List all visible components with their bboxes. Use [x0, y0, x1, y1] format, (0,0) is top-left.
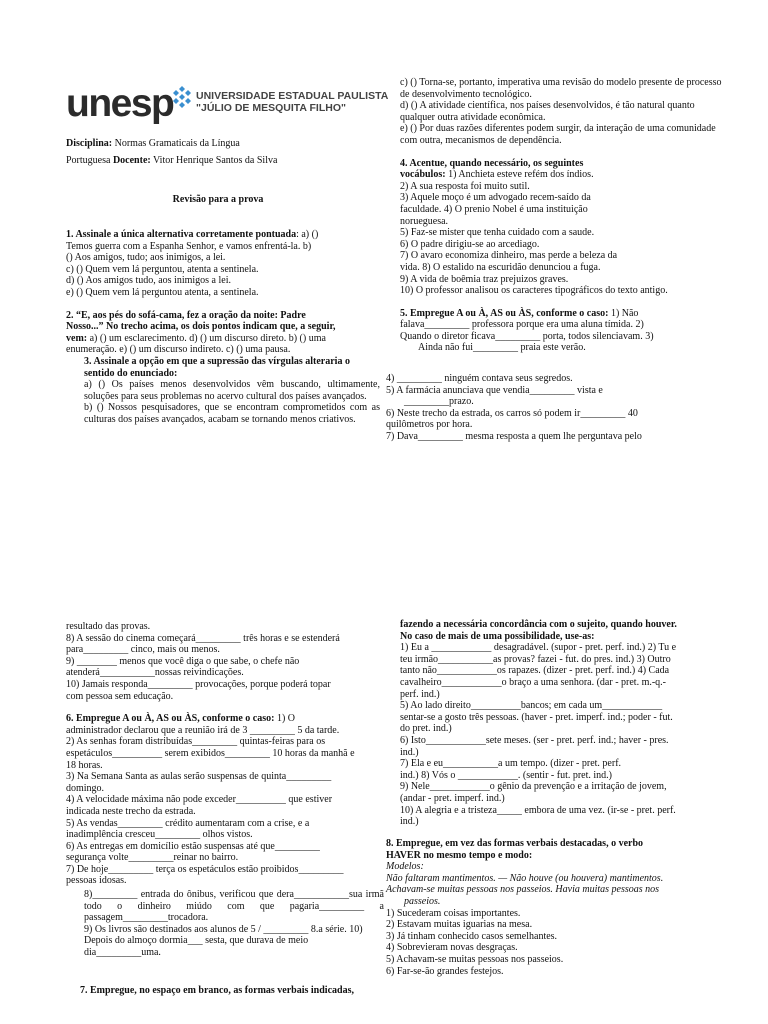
- question-3: 3. Assinale a opção em que a supressão das vírgulas alteraria o sentido do enunciado: a) () Os países menos desenvolvidos vêm buscando, ultimamente, soluções para seus problemas no acervo cultural dos países avançados. b) () Nossos pesquisadores, que se encontram comprometidos com as culturas dos países avançados, acabam se tornando menos criativos.: [84, 355, 380, 425]
- right-column-q5-cont: 4) _________ ninguém contava seus segredos. 5) A farmácia anunciava que vendia_________ vista e _________prazo. 6) Neste trecho da estrada, os carros só podem ir_________ 40 quilômetros por hora. 7) Dava_________ mesma resposta a quem lhe perguntava pelo: [386, 373, 642, 442]
- discipline-label: Disciplina:: [66, 138, 113, 149]
- course-info: [66, 138, 326, 167]
- question-5: 5. Empregue A ou À, AS ou ÀS, conforme o caso: 1) Não falava_________ professora porque era uma aluna tímida. 2) Quando o diretor ficava_________ porta, todos silenciavam. 3) Ainda não fui_________ praia este verão.: [400, 307, 654, 354]
- q3-option-a: a) () Os países menos desenvolvidos vêm buscando, ultimamente, soluções para seus problemas no acervo cultural dos países avançados.: [84, 379, 380, 402]
- university-line1: UNIVERSIDADE ESTADUAL PAULISTA: [196, 90, 389, 102]
- q3-option-c: c) () Torna-se, portanto, imperativa uma revisão do modelo presente de processo de desenvolvimento tecnológico.: [400, 77, 722, 100]
- discipline-value: Normas Gramaticais da Língua: [114, 138, 240, 149]
- q1-title: 1. Assinale a única alternativa corretamente pontuada: [66, 229, 297, 240]
- university-line2: "JÚLIO DE MESQUITA FILHO": [196, 102, 346, 114]
- discipline-continuation: Portuguesa: [66, 155, 111, 166]
- left-column-bottom: resultado das provas. 8) A sessão do cinema começará_________ três horas e se estenderá para_________ cinco, mais ou menos. 9) ________ menos que você diga o que sabe, o chefe não atenderá___________nossas reivindicações. 10) Jamais responda_________ provocações, porque poderá topar com pessoa sem educação. 6. Empregue A ou À, AS ou ÀS, conforme o caso: 1) O administrador declarou que a reunião irá de 3 _________ 5 da tarde. 2) As senhas foram distribuídas_________ quintas-feiras para os espetáculos__________ serem exibidos_________ 10 horas da manhã e 18 horas. 3) Na Semana Santa as aulas serão suspensas de quinta_________ domingo. 4) A velocidade máxima não pode exceder__________ que estiver indicada neste trecho da estrada. 5) As vendas_________ crédito aumentaram com a crise, e a inadimplência cresceu_________ olhos vistos. 6) As entregas em domicílio estão suspensas até que_________ segurança volte_________reinar no bairro. 7) De hoje_________ terça os espetáculos estão proibidos_________ pessoas idosas. 8)_________ entrada do ônibus, verificou que dera___________sua irmã todo o dinheiro miúdo com que pagaria_________ a passagem_________trocadora. 9) Os livros são destinados aos alunos de 5 / _________ 8.a série. 10) Depois do almoço dormia___ sesta, que durava de meio dia_________uma.: [66, 621, 384, 959]
- university-name: [196, 90, 388, 114]
- logo-wordmark: unesp: [66, 82, 174, 125]
- question-2: 2. “E, aos pés do sofá-cama, fez a oração da noite: Padre Nosso...” No trecho acima, os dois pontos indicam que, a seguir, vem: a) () um esclarecimento. d) () um discurso direto. b) () uma enumeração. e) () um discurso indireto. c) () uma pausa.: [66, 309, 336, 356]
- q6-item-9-10: 9) Os livros são destinados aos alunos de 5 / _________ 8.a série. 10) Depois do almoço dormia___ sesta, que durava de meio dia_________uma.: [84, 923, 363, 959]
- question-1: 1. Assinale a única alternativa corretamente pontuada: a) () Temos guerra com a Espanha Senhor, e vamos enfrentá-la. b) () Aos amigos, tudo; aos inimigos, a lei. c) () Quem vem lá perguntou, atenta a sentinela. d) () Aos amigos tudo, aos inimigos a lei. e) () Quem vem lá perguntou atenta, a sentinela.: [66, 229, 319, 298]
- q3-option-b: b) () Nossos pesquisadores, que se encontram comprometidos com as culturas dos países avançados, acabam se tornando menos criativos.: [84, 402, 380, 425]
- page-title: Revisão para a prova: [172, 194, 264, 205]
- q3-option-e: e) () Por duas razões diferentes podem surgir, da interação de uma comunidade com outra, mecanismos de dependência.: [400, 123, 716, 146]
- right-column-top: [400, 77, 728, 354]
- question-4: 4. Acentue, quando necessário, os seguintes vocábulos: 1) Anchieta esteve refém dos índios. 2) A sua resposta foi muito sutil. 3) Aquele moço é um advogado recem-saído da faculdade. 4) O prenio Nobel é uma instituição norueguesa. 5) Faz-se mister que tenha cuidado com a saude. 6) O padre dirigiu-se ao arcediago. 7) O avaro economiza dinheiro, mas perde a beleza da vida. 8) O estalido na escuridão denunciou a fuga. 9) A vida de boêmia traz prejuizos graves. 10) O professor analisou os caracteres tipográficos do texto antigo.: [400, 157, 668, 297]
- question-8: 8. Empregue, em vez das formas verbais destacadas, o verbo HAVER no mesmo tempo e modo: Modelos: Não faltaram mantimentos. — Não houve (ou houvera) mantimentos. Achavam-se muitas pessoas nos passeios. Havia muitas pessoas nos passeios. 1) Sucederam coisas importantes. 2) Estavam muitas iguarias na mesa. 3) Já tinham conhecido casos semelhantes. 4) Sobrevieram novas desgraças. 5) Achavam-se muitas pessoas nos passeios. 6) Far-se-ão grandes festejos.: [386, 838, 664, 977]
- q6-item-8: 8)_________ entrada do ônibus, verificou que dera___________sua irmã todo o dinheiro miúdo com que pagaria_________ a passagem_________trocadora.: [84, 889, 384, 924]
- question-7-title: 7. Empregue, no espaço em branco, as formas verbais indicadas,: [80, 985, 354, 996]
- teacher-value: Vitor Henrique Santos da Silva: [153, 155, 278, 166]
- right-column-bottom: fazendo a necessária concordância com o sujeito, quando houver. No caso de mais de uma possibilidade, use-as: 1) Eu a ____________ desagradável. (supor - pret. perf. ind.) 2) Tu e teu irmão___________as provas? fazei - fut. do pres. ind.) 3) Outro tanto não____________os rapazes. (dizer - pret. perf. ind.) 4) Cada cavalheiro____________o braço a uma senhora. (dar - pret. m.-q.- perf. ind.) 5) Ao lado direito__________bancos; em cada um____________ sentar-se a gosto três pessoas. (haver - pret. imperf. ind.; poder - fut. do pret. ind.) 6) Isto____________sete meses. (ser - pret. perf. ind.; haver - pres. ind.) 7) Ela e eu___________a um tempo. (dizer - pret. perf. ind.) 8) Vós o ____________. (sentir - fut. pret. ind.) 9) Nele____________o gênio da prevenção e a irritação de jovem, (andar - pret. imperf. ind.) 10) A alegria e a tristeza_____ embora de uma vez. (ir-se - pret. perf. ind.): [400, 619, 677, 828]
- question-6: 6. Empregue A ou À, AS ou ÀS, conforme o caso: 1) O administrador declarou que a reunião irá de 3 _________ 5 da tarde. 2) As senhas foram distribuídas_________ quintas-feiras para os espetáculos__________ serem exibidos_________ 10 horas da manhã e 18 horas. 3) Na Semana Santa as aulas serão suspensas de quinta_________ domingo. 4) A velocidade máxima não pode exceder__________ que estiver indicada neste trecho da estrada. 5) As vendas_________ crédito aumentaram com a crise, e a inadimplência cresceu_________ olhos vistos. 6) As entregas em domicílio estão suspensas até que_________ segurança volte_________reinar no bairro. 7) De hoje_________ terça os espetáculos estão proibidos_________ pessoas idosas.: [66, 713, 355, 887]
- q3-option-d: d) () A atividade científica, nos países desenvolvidos, é tão natural quanto qualquer outra atividade econômica.: [400, 100, 695, 123]
- teacher-label: Docente:: [112, 155, 151, 166]
- unesp-emblem-icon: [170, 85, 194, 109]
- left-column-top: [66, 229, 380, 426]
